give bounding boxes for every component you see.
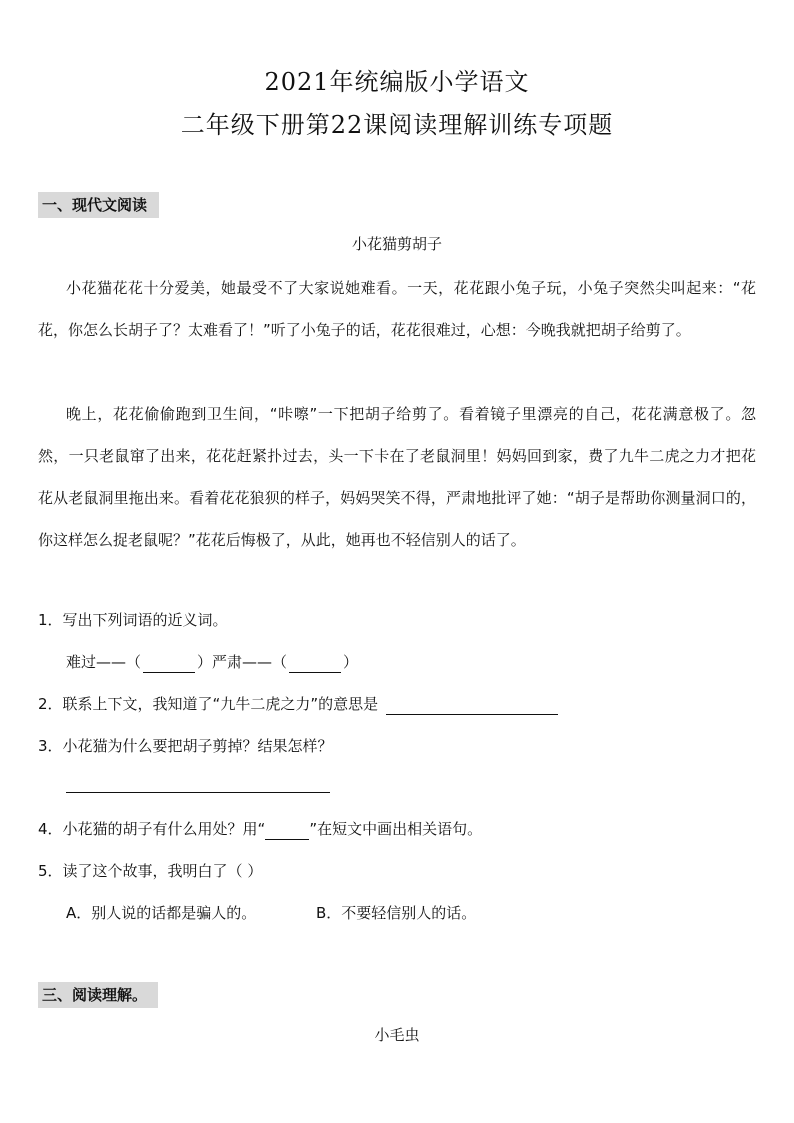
question-3: 3．小花猫为什么要把胡子剪掉？结果怎样？ (38, 737, 333, 755)
question-2-text: 2．联系上下文，我知道了“九牛二虎之力”的意思是 (38, 695, 379, 713)
q5-option-a[interactable]: A．别人说的话都是骗人的。 (66, 904, 257, 922)
q1-item-b-blank[interactable] (289, 656, 341, 673)
q4-underline-sample (265, 823, 309, 840)
q1-item-a-blank[interactable] (143, 656, 195, 673)
q5-option-b[interactable]: B．不要轻信别人的话。 (316, 904, 477, 922)
section-heading-reading: 一、现代文阅读 (38, 192, 159, 218)
story-title-2: 小毛虫 (374, 1026, 420, 1044)
question-4-text-post: ”在短文中画出相关语句。 (309, 820, 483, 838)
paragraph-text: 小花猫花花十分爱美，她最受不了大家说她难看。一天，花花跟小兔子玩，小兔子突然尖叫起来：“花花，你怎么长胡子了？太难看了！”听了小兔子的话，花花很难过，心想：今晚我就把胡子给剪了。 (38, 279, 756, 339)
section-heading-reading-comprehension: 三、阅读理解。 (38, 982, 158, 1008)
q1-item-b-close: ） (343, 653, 359, 671)
question-1: 1．写出下列词语的近义词。 (38, 611, 228, 629)
worksheet-title-line2: 二年级下册第22课阅读理解训练专项题 (180, 111, 614, 139)
q1-item-a-close: ） (197, 653, 213, 671)
story-title: 小花猫剪胡子 (351, 235, 442, 253)
q1-item-b-label: 严肃——（ (212, 653, 288, 671)
question-4-text-pre: 4．小花猫的胡子有什么用处？用“ (38, 820, 266, 838)
q2-answer-blank[interactable] (386, 698, 558, 715)
paragraph-text: 晚上，花花偷偷跑到卫生间，“咔嚓”一下把胡子给剪了。看着镜子里漂亮的自己，花花满意极了。忽然，一只老鼠窜了出来，花花赶紧扑过去，头一下卡在了老鼠洞里！妈妈回到家，费了九牛二虎之力才把花花从老鼠洞里拖出来。看着花花狼狈的样子，妈妈哭笑不得，严肃地批评了她：“胡子是帮助你测量洞口的，你这样怎么捉老鼠呢？”花花后悔极了，从此，她再也不轻信别人的话了。 (38, 405, 756, 549)
question-4 (38, 818, 482, 840)
question-2 (38, 693, 558, 715)
q1-item-a-label: 难过——（ (66, 653, 142, 671)
q3-answer-line[interactable] (66, 792, 330, 793)
worksheet-title-line1: 2021年统编版小学语文 (264, 68, 530, 96)
story-paragraph-1 (38, 267, 756, 351)
story-paragraph-2 (38, 393, 756, 561)
question-5: 5．读了这个故事，我明白了（ ） (38, 862, 263, 880)
question-1-items (66, 651, 358, 673)
